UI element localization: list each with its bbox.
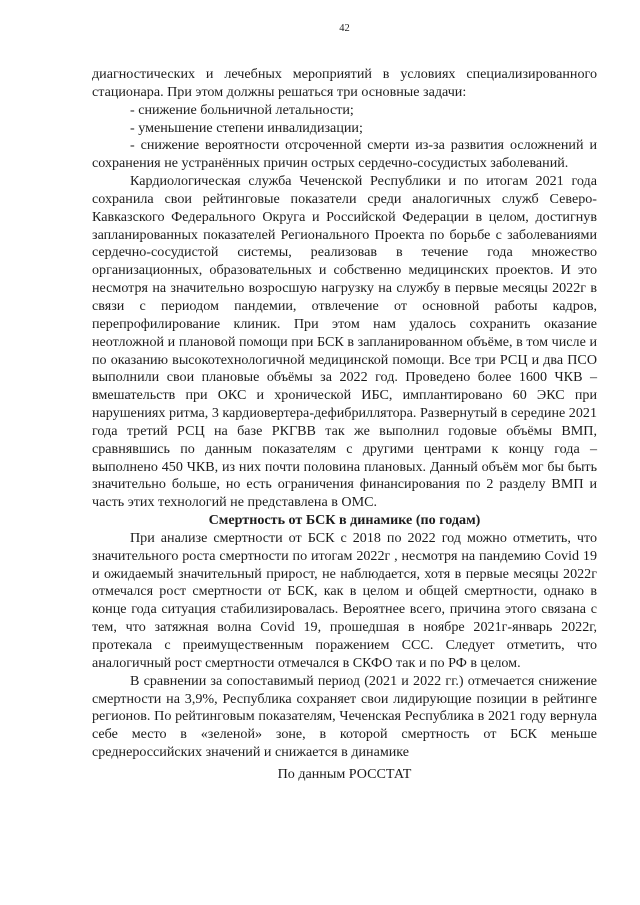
- paragraph-cardiology-service: Кардиологическая служба Чеченской Республики и по итогам 2021 года сохранила свои рейтинговые показатели среди аналогичных служб Северо-Кавказского Федерального Округа и Российской Федерации в целом, достигнув запланированных показателей Регионального Проекта по борьбе с заболеваниями сердечно-сосудистой системы, реализовав в течение года множество организационных, образовательных и собственно медицинских проектов. И это несмотря на значительно возросшую нагрузку на службу в первые месяцы 2022г в связи с периодом пандемии, отвлечение от основной работы кадров, перепрофилирование клиник. При этом нам удалось сохранить оказание неотложной и плановой помощи при БСК в запланированном объёме, в том числе и по оказанию высокотехнологичной медицинской помощи. Все три РСЦ и два ПСО выполнили свои плановые объёмы за 2022 год. Проведено более 1600 ЧКВ –вмешательств при ОКС и хронической ИБС, имплантировано 60 ЭКС при нарушениях ритма, 3 кардиовертера-дефибриллятора. Развернутый в середине 2021 года третий РСЦ на базе РКГВВ так же выполнил годовые объёмы ВМП, сравнявшись по данным показателям с другими центрами к концу года – выполнено 450 ЧКВ, из них почти половина плановых. Данный объём мог бы быть значительно больше, но есть ограничения финансирования по 2 разделу ВМП и часть этих технологий не представлена в ОМС.: [92, 173, 597, 511]
- list-item-mortality: - снижение больничной летальности;: [130, 101, 354, 118]
- paragraph-mortality-analysis: При анализе смертности от БСК с 2018 по 2022 год можно отметить, что значительного роста смертности по итогам 2022г , несмотря на пандемию Covid 19 и ожидаемый значительный прирост, не наблюдается, хотя в первые месяцы 2022г отмечался рост смертности от БСК, как в целом и общей смертности, однако в конце года ситуация стабилизировалась. Вероятнее всего, причина этого связана с тем, что затяжная волна Covid 19, прошедшая в ноябре 2021г-январь 2022г, протекала с преимущественным поражением ССС. Следует отметить, что аналогичный рост смертности отмечался в СКФО так и по РФ в целом.: [92, 529, 597, 671]
- page-number: 42: [339, 23, 350, 34]
- list-item-delayed-death: - снижение вероятности отсроченной смерти из-за развития осложнений и сохранения не устранённых причин острых сердечно-сосудистых заболеваний.: [92, 137, 597, 172]
- section-heading: Смертность от БСК в динамике (по годам): [208, 512, 481, 529]
- paragraph-comparison: В сравнении за сопоставимый период (2021 и 2022 гг.) отмечается снижение смертности на 3,9%, Республика сохраняет свои лидирующие позиции в рейтинге регионов. По рейтинговым показателям, Чеченская Республика в 2021 году вернула себе место в «зеленой» зоне, в которой смертность от БСК меньше среднероссийских значений и снижается в динамике: [92, 672, 597, 761]
- source-caption: По данным РОССТАТ: [277, 765, 412, 782]
- paragraph-intro: диагностических и лечебных мероприятий в условиях специализированного стационара. При этом должны решаться три основные задачи:: [92, 66, 597, 100]
- list-item-disability: - уменьшение степени инвалидизации;: [130, 119, 363, 136]
